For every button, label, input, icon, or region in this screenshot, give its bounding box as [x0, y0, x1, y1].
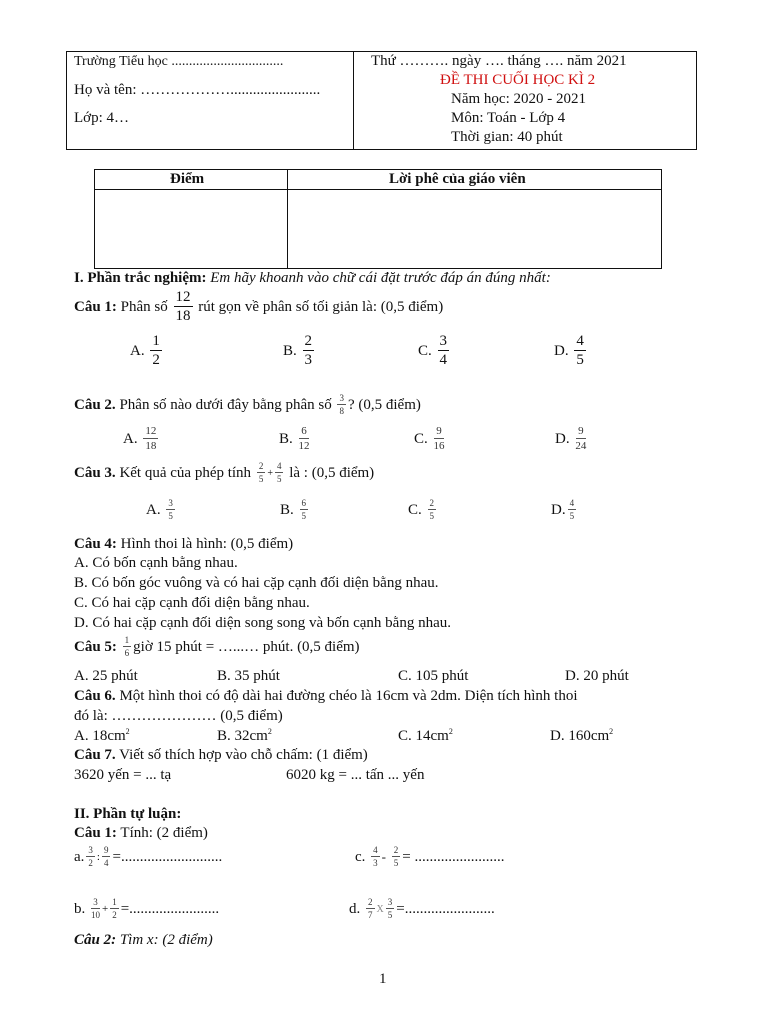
question-4: Câu 4: Hình thoi là hình: (0,5 điểm) [74, 536, 294, 552]
score-cell[interactable] [95, 190, 286, 266]
q2-option-c[interactable]: C. $\frac{9}{16}$ [414, 425, 445, 452]
q3-option-b[interactable]: B. $\frac{6}{5}$ [280, 498, 307, 521]
exam-title: ĐỀ THI CUỐI HỌC KÌ 2 [440, 72, 596, 88]
question-7: Câu 7. Viết số thích hợp vào chỗ chấm: (1 điểm) [74, 747, 368, 763]
q4-option-d[interactable]: D. Có hai cặp cạnh đối diện song song và bốn cạnh bằng nhau. [74, 615, 451, 631]
school-line: Trường Tiểu học ................................ [74, 54, 284, 69]
q2-option-b[interactable]: B. $\frac{6}{12}$ [279, 425, 310, 452]
q5-option-d[interactable]: D. 20 phút [565, 668, 629, 684]
calc-b[interactable]: b. $\frac{3}{10}$ + $\frac{1}{2}$ =........................ [74, 897, 220, 920]
q1-fraction: $\frac{12}{18}$ [175, 289, 191, 324]
calc-a[interactable]: a. $\frac{3}{2}$ : $\frac{9}{4}$ =........................... [74, 845, 223, 868]
q4-option-c[interactable]: C. Có hai cặp cạnh đối diện bằng nhau. [74, 595, 310, 611]
q1-option-a[interactable]: A. $\frac{1}{2}$ [130, 333, 160, 368]
q3-option-a[interactable]: A. $\frac{3}{5}$ [146, 498, 173, 521]
q4-option-b[interactable]: B. Có bốn góc vuông và có hai cặp cạnh đối diện bằng nhau. [74, 575, 439, 591]
q6-option-c[interactable]: C. $14cm^2$ [398, 727, 453, 744]
student-name-line: Họ và tên: ………………........................ [74, 82, 321, 98]
school-year: Năm học: 2020 - 2021 [451, 91, 586, 107]
q2-option-a[interactable]: A. $\frac{12}{18}$ [123, 425, 157, 452]
question-3: Câu 3. Kết quả của phép tính $\frac{2}{5}$ + $\frac{4}{5}$ là : (0,5 điểm) [74, 461, 375, 484]
q5-option-a[interactable]: A. 25 phút [74, 668, 138, 684]
q7-right[interactable]: 6020 kg = ... tấn ... yến [286, 767, 425, 783]
q2-fraction: $\frac{3}{8}$ [339, 393, 344, 416]
part2-question-1: Câu 1: Tính: (2 điểm) [74, 825, 208, 841]
q6-option-d[interactable]: D. $160cm^2$ [550, 727, 614, 744]
subject: Môn: Toán - Lớp 4 [451, 110, 566, 126]
score-column-header: Điểm [170, 171, 205, 187]
date-line: Thứ ………. ngày …. tháng …. năm 2021 [371, 53, 627, 69]
q6-option-a[interactable]: A. $18cm^2$ [74, 727, 130, 744]
calc-d[interactable]: d. $\frac{2}{7}$ X $\frac{3}{5}$ =........................ [349, 897, 495, 920]
q3-option-d[interactable]: D. $\frac{4}{5}$ [551, 498, 575, 521]
class-line: Lớp: 4… [74, 110, 130, 126]
q5-option-b[interactable]: B. 35 phút [217, 668, 280, 684]
q1-option-b[interactable]: B. $\frac{2}{3}$ [283, 333, 313, 368]
q5-option-c[interactable]: C. 105 phút [398, 668, 469, 684]
comment-column-header: Lời phê của giáo viên [389, 171, 526, 187]
q1-option-d[interactable]: D. $\frac{4}{5}$ [554, 333, 584, 368]
q3-option-c[interactable]: C. $\frac{2}{5}$ [408, 498, 435, 521]
part1-heading: I. Phần trắc nghiệm: Em hãy khoanh vào chữ cái đặt trước đáp án đúng nhất: [74, 270, 551, 286]
page-number: 1 [379, 971, 387, 987]
question-2: Câu 2. Phân số nào dưới đây bằng phân số $\frac{3}{8}$ ? (0,5 điểm) [74, 393, 421, 416]
part2-question-2: Câu 2: Tìm x: (2 điểm) [74, 932, 213, 948]
q7-left[interactable]: 3620 yến = ... tạ [74, 767, 172, 783]
question-6-cont: đó là: ………………… (0,5 điểm) [74, 708, 283, 724]
question-1: Câu 1: Phân số $\frac{12}{18}$ rút gọn về phân số tối giản là: (0,5 điểm) [74, 289, 444, 324]
duration: Thời gian: 40 phút [451, 129, 563, 145]
q2-option-d[interactable]: D. $\frac{9}{24}$ [555, 425, 587, 452]
part2-heading: II. Phần tự luận: [74, 806, 182, 822]
q4-option-a[interactable]: A. Có bốn cạnh bằng nhau. [74, 555, 238, 571]
question-5: Câu 5: $\frac{1}{6}$ giờ 15 phút = …...… phút. (0,5 điểm) [74, 635, 360, 658]
q6-option-b[interactable]: B. $32cm^2$ [217, 727, 272, 744]
q1-option-c[interactable]: C. $\frac{3}{4}$ [418, 333, 448, 368]
comment-cell[interactable] [288, 190, 659, 266]
header-divider [353, 52, 354, 149]
calc-c[interactable]: c. $\frac{4}{3}$ - $\frac{2}{5}$ = ........................ [355, 845, 505, 868]
question-6: Câu 6. Một hình thoi có độ dài hai đường chéo là 16cm và 2dm. Diện tích hình thoi [74, 688, 578, 704]
